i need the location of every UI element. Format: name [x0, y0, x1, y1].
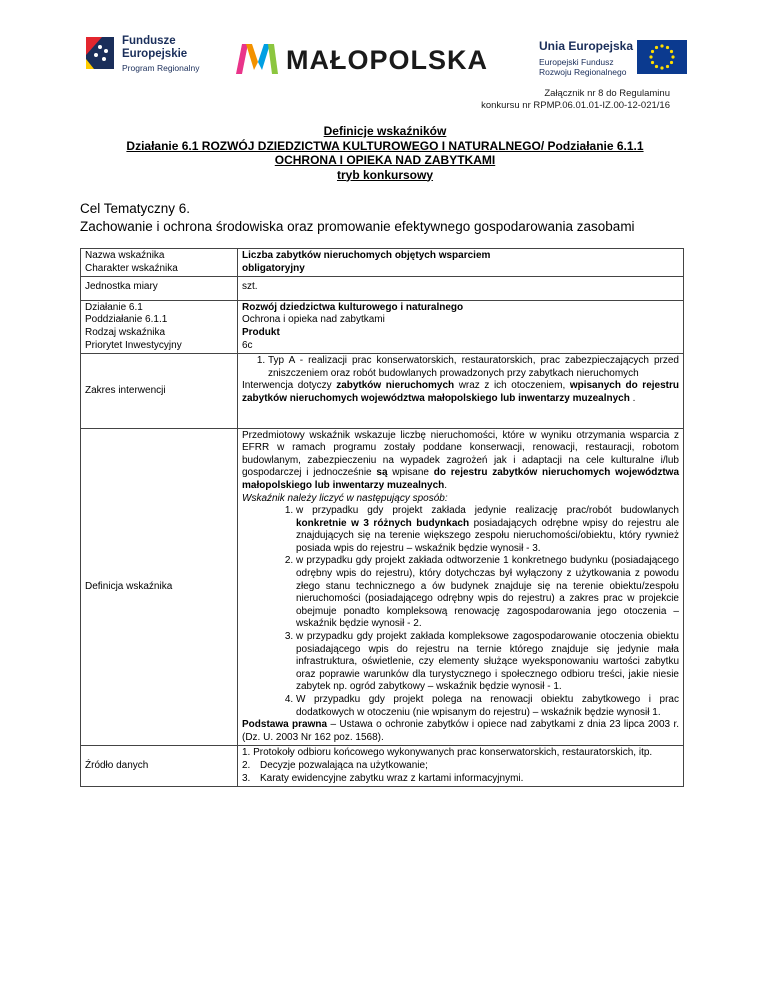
table-label-cell: Źródło danych [81, 746, 238, 787]
table-label-cell: Zakres interwencji [81, 354, 238, 428]
indicator-name: Liczba zabytków nieruchomych objętych wsparciem [242, 250, 491, 261]
ue-logo-subtitle: Europejski Fundusz Rozwoju Regionalnego [539, 57, 627, 77]
intervention-scope: 1. Typ A - realizacji prac konserwatorskich, restauratorskich, prac zabezpieczających przed zniszczeniem oraz robót budowlanych prowadzonych przy zabytkach nieruchomych Interwencja dotyczy zabytków nieruchomych wraz z ich otoczeniem, wpisanych do rejestru zabytków nieruchomych województwa małopolskiego lub inwentarzy muzealnych . [238, 354, 684, 428]
indicator-character: obligatoryjny [242, 262, 305, 274]
malopolska-m-icon [234, 40, 280, 76]
fe-logo-subtitle: Program Regionalny [122, 63, 200, 73]
malopolska-wordmark: MAŁOPOLSKA [286, 45, 488, 75]
table-row [81, 354, 684, 428]
table-row [81, 746, 684, 787]
attachment-line-1: Załącznik nr 8 do Regulaminu [544, 88, 670, 99]
indicator-definition: Przedmiotowy wskaźnik wskazuje liczbę nieruchomości, które w wyniku otrzymania wsparcia z EFRR w ramach programu zostały poddane konserwacji, renowacji, restauracji, robotom budowlanym, zabezpieczeniu na wypadek zagrożeń jak i adaptacji na cele kulturalne i/lub gospodarczej i jednocześnie są wpisane do rejestru zabytków nieruchomych województwa małopolskiego lub inwentarzy muzealnych. Wskaźnik należy liczyć w następujący sposób: 1. w przypadku gdy projekt zakłada jedynie realizację prac/robót budowlanych konkretnie w 3 różnych budynkach posiadających odrębne wpisy do rejestru ale znajdujących się na terenie większego zespołu nieruchomości/obiektu, który rywnież posiada wpis do rejestru – wskaźnik będzie wynosił - 3. 2. w przypadku gdy projekt zakłada odtworzenie 1 konkretnego budynku (posiadającego odrębny wpis do rejestru), który dotychczas był wyłączony z użytkowania z powodu złego stanu technicznego a ów budynek znajduje się na terenie obiektu/zespołu nieruchomości (posiadającego odrębny wpis do rejestru) a zakres prac w projekcie obejmuje ponadto kompleksową renowację zagospodarowania jego otoczenia – wskaźnik będzie wynosił - 2. 3. w przypadku gdy projekt zakłada kompleksowe zagospodarowanie otoczenia obiektu posiadającego wpis do rejestru na ternie którego znajduje się jedynie mała infrastruktura, oświetlenie, czy elementy służące wyeksponowaniu wartości zabytku oraz poprawie warunków dla turystycznego i społecznego odbioru treści, jakie niesie zabytek np. ogród zabytkowy – wskaźnik będzie wynosił - 1. 4. W przypadku gdy projekt polega na renowacji obiektu zabytkowego i prac dodatkowych w otoczeniu (nie wpisanym do rejestru) – wskaźnik będzie wynosił 1. Podstawa prawna – Ustawa o ochronie zabytków i opiece nad zabytkami z dnia 23 lipca 2003 r. (Dz. U. 2003 Nr 162 poz. 1568). [238, 428, 684, 746]
cel-line-2: Zachowanie i ochrona środowiska oraz promowanie efektywnego gospodarowania zasobami [80, 219, 635, 234]
table-row [81, 277, 684, 301]
attachment-line-2: konkursu nr RPMP.06.01.01-IZ.00-12-021/16 [481, 100, 670, 111]
data-source: 1. Protokoły odbioru końcowego wykonywanych prac konserwatorskich, restauratorskich, itp. 2. Decyzje pozwalająca na użytkowanie; 3. Karaty ewidencyjne zabytku wraz z kartami informacyjnymi. [238, 746, 684, 787]
eu-flag-icon [637, 40, 687, 74]
unit-value: szt. [238, 277, 684, 301]
unia-europejska-logo [539, 37, 699, 83]
table-label-cell: Nazwa wskaźnika Charakter wskaźnika [81, 249, 238, 277]
table-value-cell: Rozwój dziedzictwa kulturowego i naturalnego Ochrona i opieka nad zabytkami Produkt 6c [238, 300, 684, 353]
attachment-note [481, 88, 670, 112]
table-label-cell: Działanie 6.1 Poddziałanie 6.1.1 Rodzaj wskaźnika Priorytet Inwestycyjny [81, 300, 238, 353]
title-line-4: tryb konkursowy [336, 167, 434, 182]
fundusze-europejskie-logo [84, 33, 204, 79]
table-value-cell [238, 249, 684, 277]
table-label-cell: Jednostka miary [81, 277, 238, 301]
table-row [81, 428, 684, 746]
title-line-1: Definicje wskaźników [323, 124, 447, 138]
thematic-objective [80, 200, 635, 236]
fe-logo-title: Fundusze Europejskie [122, 35, 188, 60]
ue-logo-title: Unia Europejska [539, 39, 634, 53]
table-row [81, 300, 684, 353]
cel-line-1: Cel Tematyczny 6. [80, 201, 191, 216]
table-label-cell: Definicja wskaźnika [81, 428, 238, 746]
table-row [81, 249, 684, 277]
fundusze-europejskie-emblem-icon [84, 33, 118, 73]
indicator-table [80, 248, 684, 787]
title-line-3: OCHRONA I OPIEKA NAD ZABYTKAMI [274, 153, 496, 167]
title-line-2: Działanie 6.1 ROZWÓJ DZIEDZICTWA KULTUROWEGO I NATURALNEGO/ Podziałanie 6.1.1 [126, 138, 644, 153]
document-title [60, 124, 710, 182]
